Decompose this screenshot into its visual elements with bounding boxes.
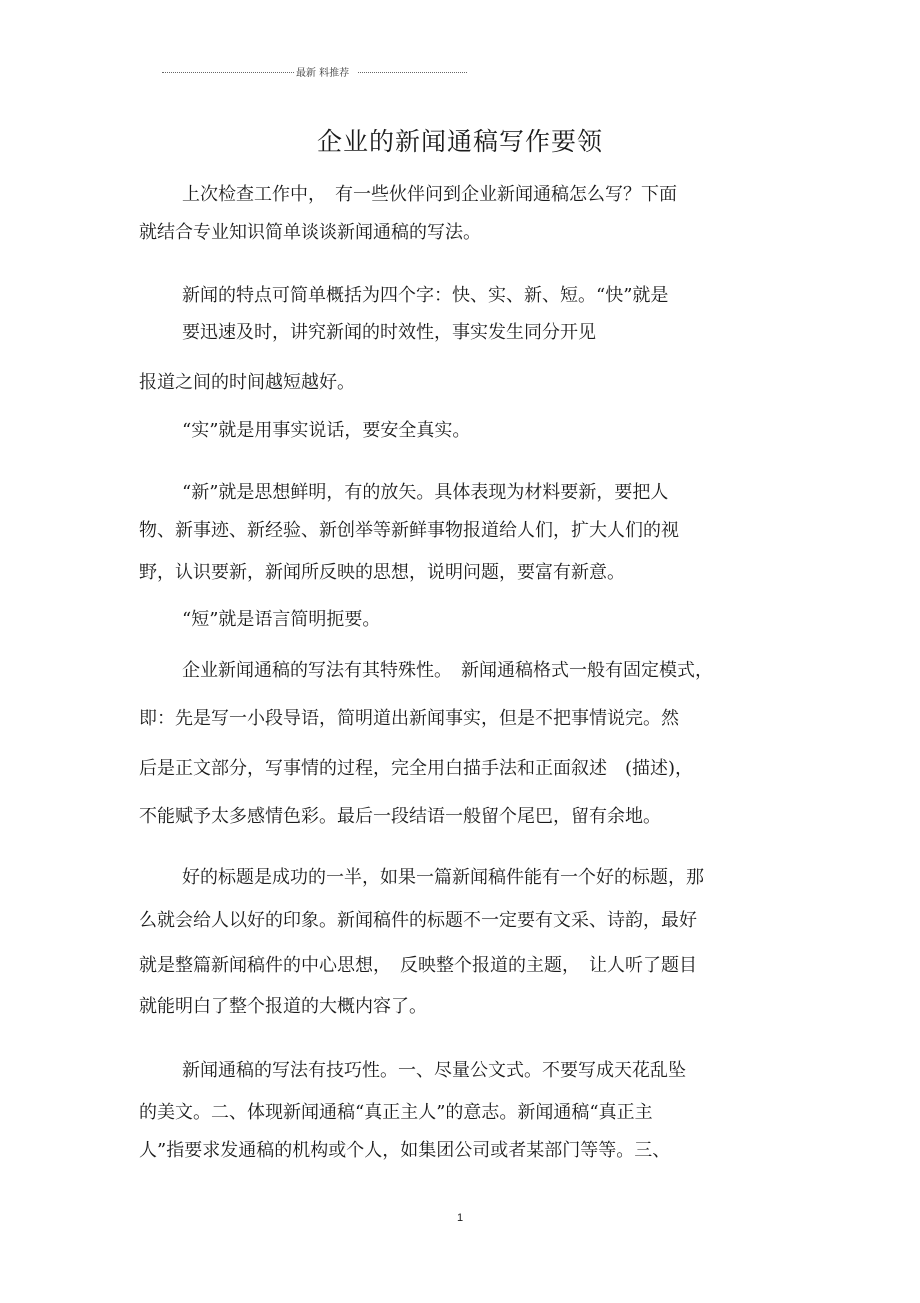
text-line: “实”就是用事实说话，要安全真实。 bbox=[182, 420, 471, 441]
page-number: 1 bbox=[456, 1212, 464, 1224]
text-line: 企业新闻通稿的写法有其特殊性。 新闻通稿格式一般有固定模式， bbox=[182, 660, 713, 681]
text-line: 就能明白了整个报道的大概内容了。 bbox=[139, 996, 427, 1017]
text-line: 么就会给人以好的印象。新闻稿件的标题不一定要有文采、诗韵，最好 bbox=[139, 910, 697, 931]
text-line: 要迅速及时，讲究新闻的时效性，事实发生同分开见 bbox=[182, 322, 596, 343]
text-line: 新闻通稿的写法有技巧性。一、尽量公文式。不要写成天花乱坠 bbox=[182, 1060, 686, 1081]
text-line: 就结合专业知识简单谈谈新闻通稿的写法。 bbox=[139, 222, 481, 243]
text-line: 上次检查工作中， 有一些伙伴问到企业新闻通稿怎么写？下面 bbox=[182, 184, 677, 205]
header-label: 最新 料推荐 bbox=[296, 68, 350, 79]
text-line: 好的标题是成功的一半，如果一篇新闻稿件能有一个好的标题，那 bbox=[182, 867, 704, 888]
text-line: 人”指要求发通稿的机构或个人，如集团公司或者某部门等等。三、 bbox=[139, 1140, 671, 1161]
header-rule-right bbox=[358, 72, 467, 73]
text-line: “新”就是思想鲜明，有的放矢。具体表现为材料要新，要把人 bbox=[182, 482, 669, 503]
text-line: 野，认识要新，新闻所反映的思想，说明问题，要富有新意。 bbox=[139, 562, 625, 583]
document-title: 企业的新闻通稿写作要领 bbox=[316, 127, 603, 156]
text-line: 物、新事迹、新经验、新创举等新鲜事物报道给人们，扩大人们的视 bbox=[139, 520, 679, 541]
text-line: 的美文。二、体现新闻通稿“真正主人”的意志。新闻通稿“真正主 bbox=[139, 1102, 653, 1123]
text-line: 就是整篇新闻稿件的中心思想， 反映整个报道的主题， 让人听了题目 bbox=[139, 955, 697, 976]
header-rule-left bbox=[162, 72, 294, 73]
text-line: 即：先是写一小段导语，简明道出新闻事实，但是不把事情说完。然 bbox=[139, 708, 679, 729]
page-header bbox=[162, 64, 467, 80]
text-line: 报道之间的时间越短越好。 bbox=[139, 372, 355, 393]
text-line: “短”就是语言简明扼要。 bbox=[182, 609, 381, 630]
text-line: 不能赋予太多感情色彩。最后一段结语一般留个尾巴，留有余地。 bbox=[139, 806, 661, 827]
text-line: 后是正文部分，写事情的过程，完全用白描手法和正面叙述 (描述)， bbox=[139, 758, 694, 779]
text-line: 新闻的特点可简单概括为四个字：快、实、新、短。“快”就是 bbox=[182, 285, 669, 306]
